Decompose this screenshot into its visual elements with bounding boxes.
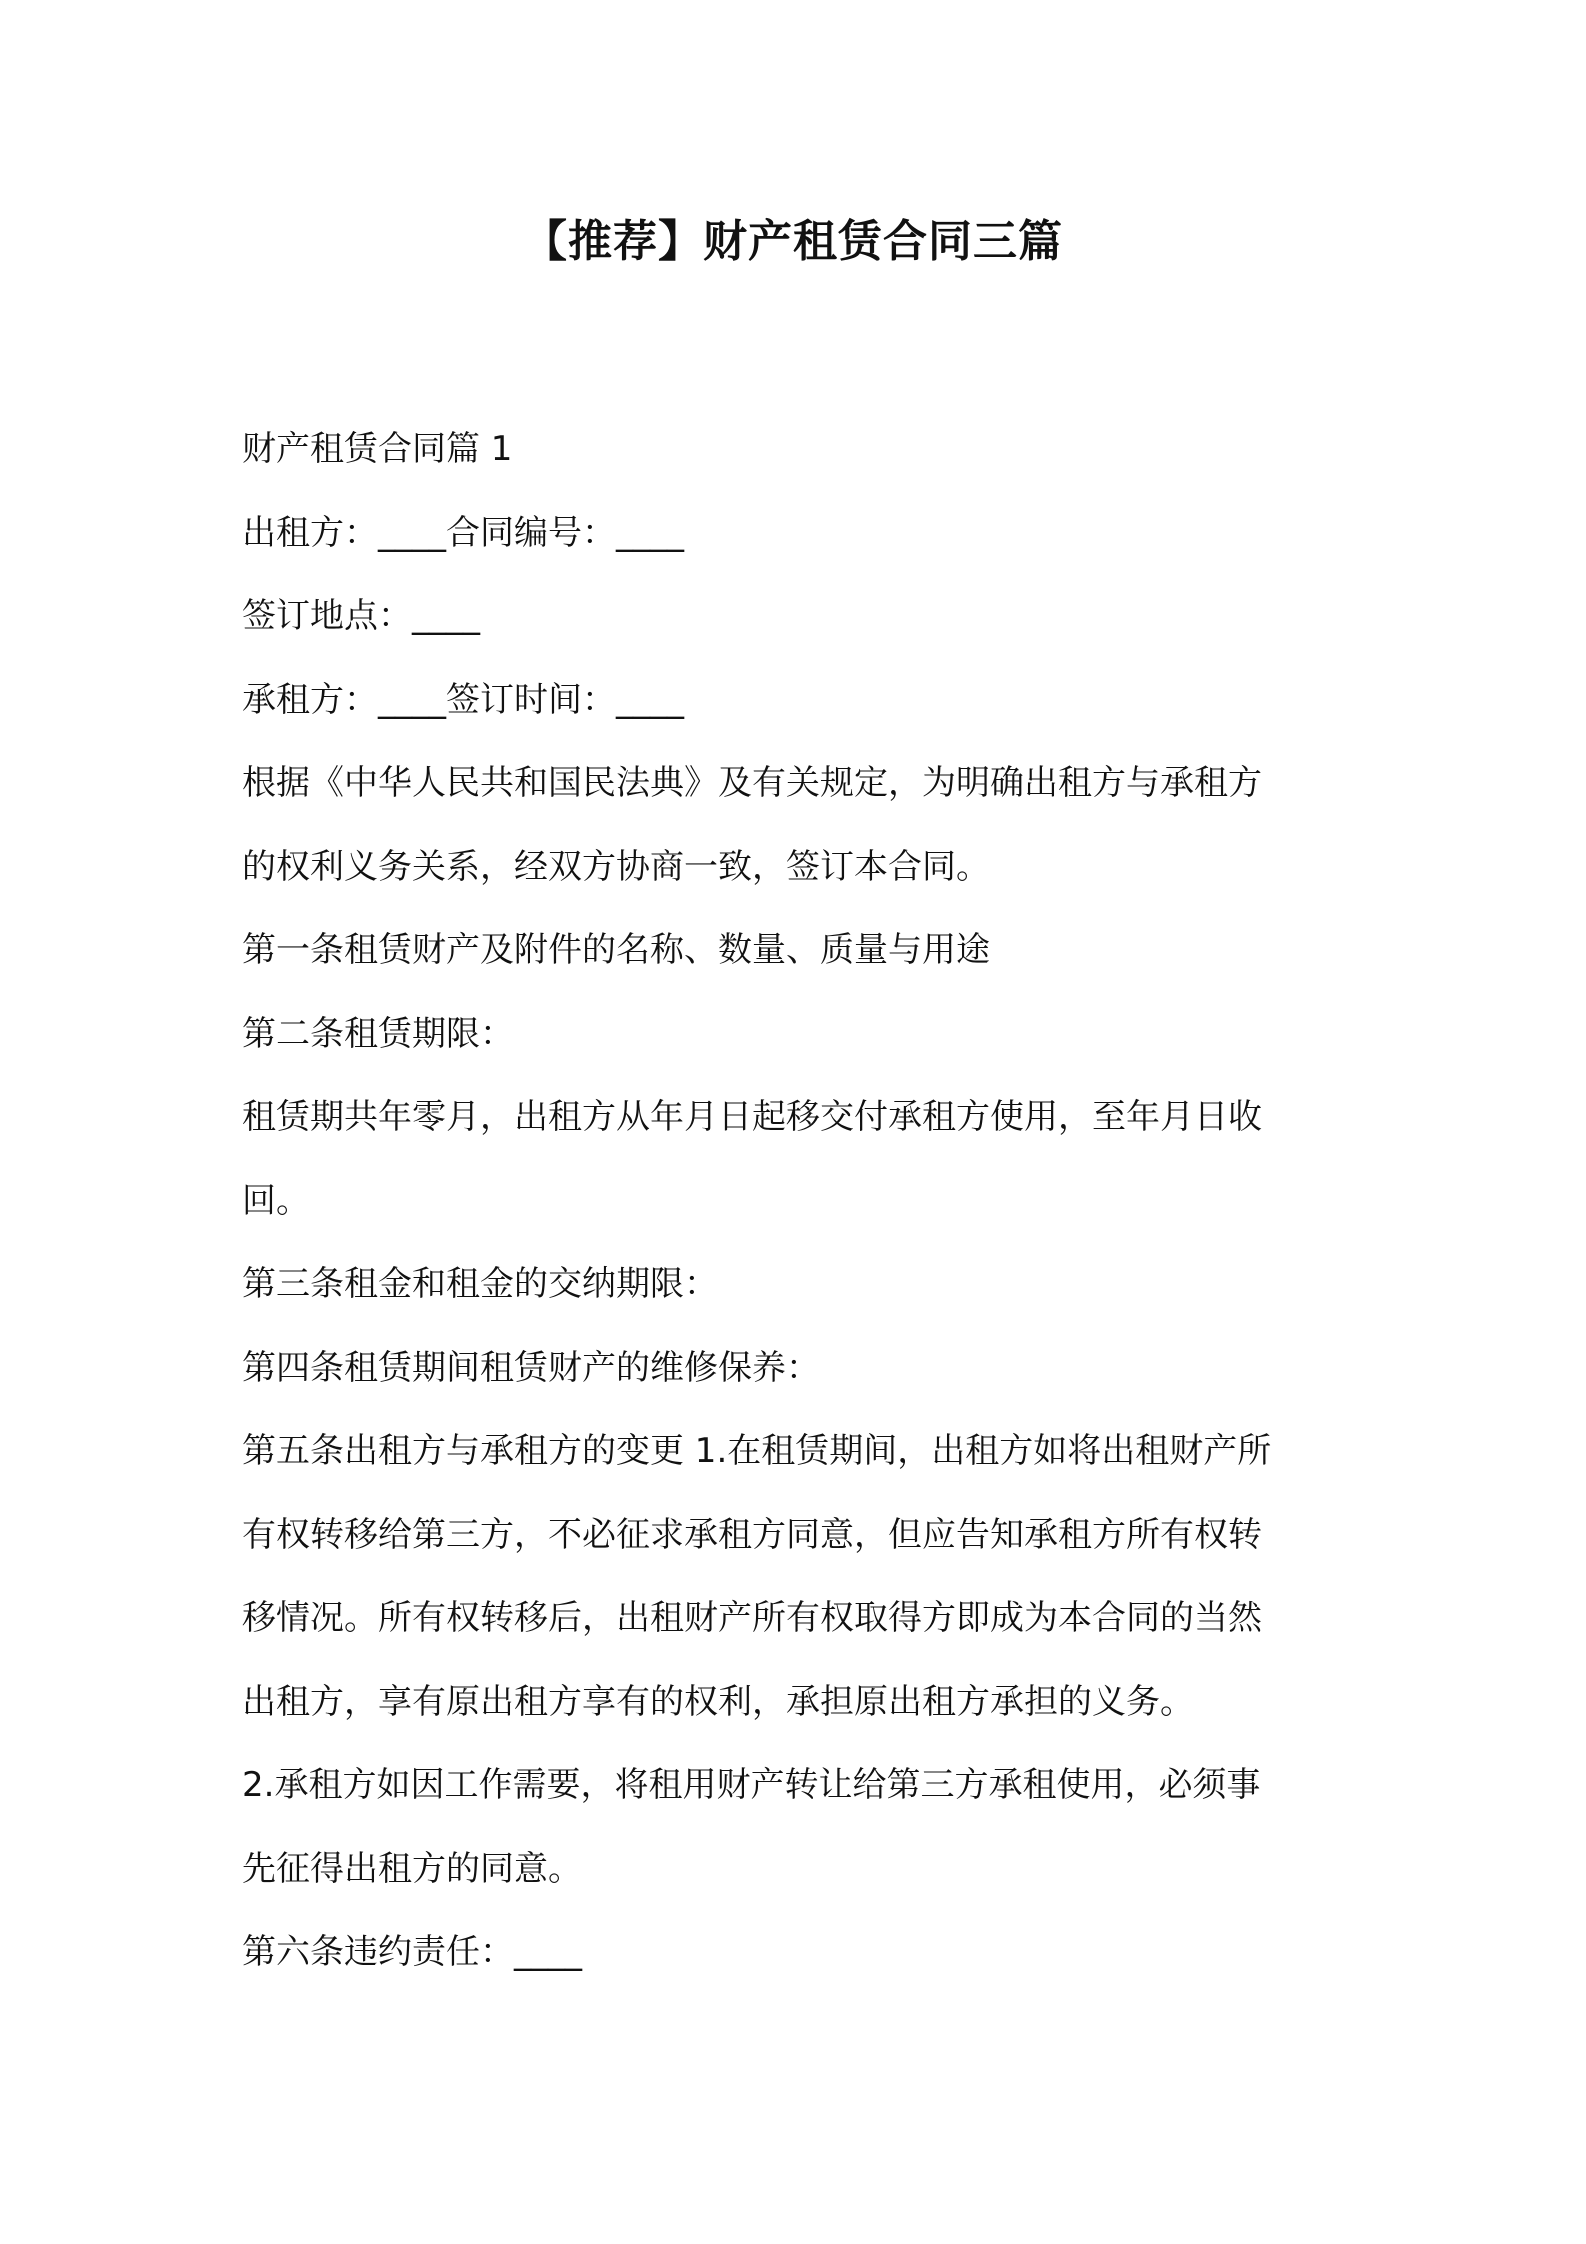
body-text-line: 租赁期共年零月，出租方从年月日起移交付承租方使用，至年月日收 [242,1097,1262,1137]
body-text-line: 有权转移给第三方，不必征求承租方同意，但应告知承租方所有权转 [242,1514,1262,1555]
signing-place-line: 签订地点：____ [242,596,480,636]
body-text-line: 先征得出租方的同意。 [242,1848,582,1889]
body-text-line: 出租方，享有原出租方享有的权利，承担原出租方承担的义务。 [242,1681,1194,1722]
article-line: 第二条租赁期限： [242,1013,514,1054]
section-heading: 财产租赁合同篇 1 [242,429,513,469]
article-line: 第一条租赁财产及附件的名称、数量、质量与用途 [242,930,990,970]
document-title: 【推荐】财产租赁合同三篇 [523,216,1063,267]
article-line: 第四条租赁期间租赁财产的维修保养： [242,1347,820,1388]
article-line: 第六条违约责任：____ [242,1932,582,1972]
body-text-line: 移情况。所有权转移后，出租财产所有权取得方即成为本合同的当然 [242,1598,1262,1638]
document-body [242,408,1362,1995]
article-line: 第五条出租方与承租方的变更 1.在租赁期间，出租方如将出租财产所 [242,1431,1272,1471]
body-text-line: 的权利义务关系，经双方协商一致，签订本合同。 [242,846,990,887]
body-text-line: 2.承租方如因工作需要，将租用财产转让给第三方承租使用，必须事 [242,1765,1261,1805]
body-text-line: 回。 [242,1180,310,1221]
body-text-line: 根据《中华人民共和国民法典》及有关规定，为明确出租方与承租方 [242,763,1262,803]
article-line: 第三条租金和租金的交纳期限： [242,1264,718,1304]
lessor-contract-number-line: 出租方：____合同编号：____ [242,512,684,553]
lessee-signing-time-line: 承租方：____签订时间：____ [242,679,684,720]
